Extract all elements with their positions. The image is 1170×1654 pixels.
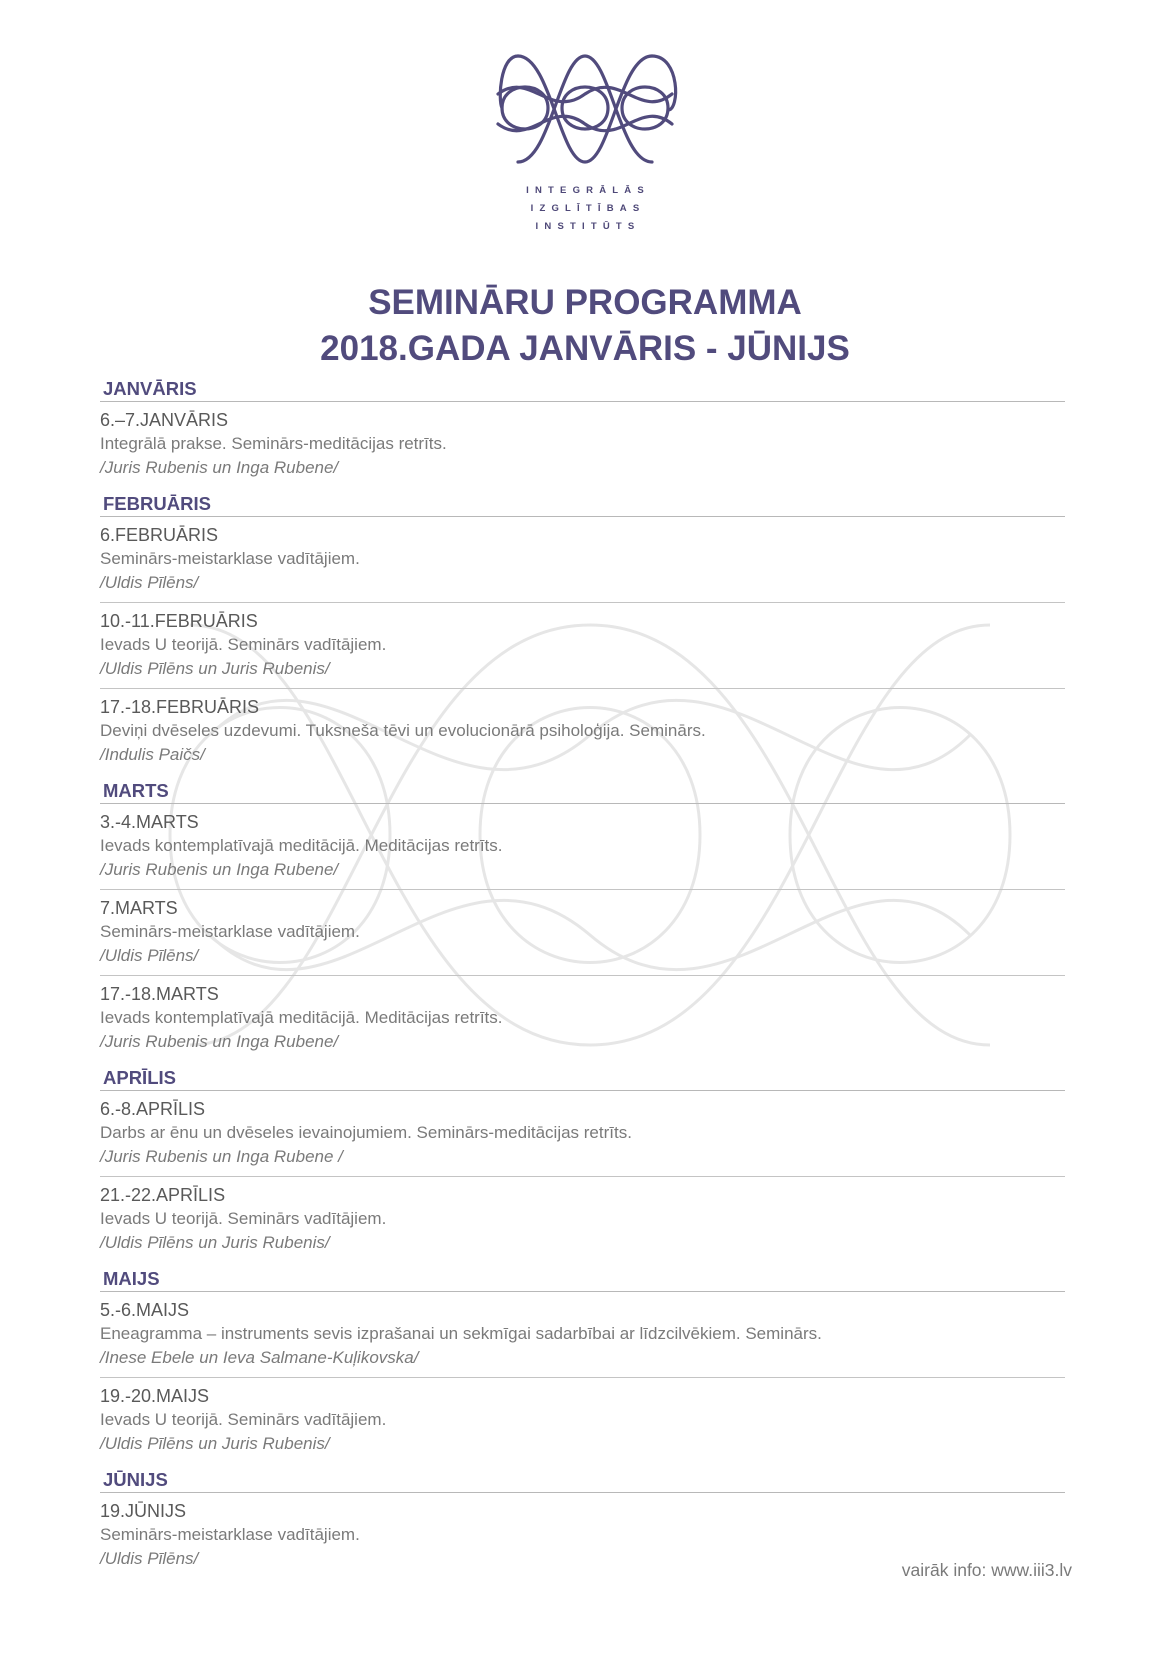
institute-name-line: IZGLĪTĪBAS xyxy=(530,203,646,214)
seminar-entry xyxy=(100,1177,1065,1262)
seminar-presenters: /Juris Rubenis un Inga Rubene/ xyxy=(100,458,339,477)
seminar-presenters: /Uldis Pīlēns un Juris Rubenis/ xyxy=(100,1434,330,1453)
seminar-presenters: /Juris Rubenis un Inga Rubene/ xyxy=(100,860,339,879)
seminar-entry xyxy=(100,804,1065,890)
seminar-presenters: /Uldis Pīlēns/ xyxy=(100,946,199,965)
seminar-presenters: /Uldis Pīlēns/ xyxy=(100,1549,199,1568)
seminar-description: Ievads U teorijā. Seminārs vadītājiem. xyxy=(100,1209,387,1228)
seminar-entry xyxy=(100,976,1065,1061)
seminar-schedule xyxy=(100,378,1065,1578)
seminar-description: Ievads kontemplatīvajā meditācijā. Meditācijas retrīts. xyxy=(100,836,503,855)
seminar-date: 19.-20.MAIJS xyxy=(100,1386,210,1406)
institute-name-line: INSTITŪTS xyxy=(535,221,641,232)
seminar-date: 6.–7.JANVĀRIS xyxy=(100,410,229,430)
seminar-entry xyxy=(100,1091,1065,1177)
seminar-entry xyxy=(100,1292,1065,1378)
month-heading: JŪNIJS xyxy=(100,1469,1065,1493)
seminar-date: 6.FEBRUĀRIS xyxy=(100,525,219,545)
seminar-entry xyxy=(100,689,1065,774)
seminar-presenters: /Juris Rubenis un Inga Rubene / xyxy=(100,1147,343,1166)
institute-name xyxy=(0,182,1170,236)
seminar-description: Seminārs-meistarklase vadītājiem. xyxy=(100,549,360,568)
seminar-entry xyxy=(100,890,1065,976)
seminar-description: Eneagramma – instruments sevis izprašanai un sekmīgai sadarbībai ar līdzcilvēkiem. Seminārs. xyxy=(100,1324,822,1343)
seminar-date: 5.-6.MAIJS xyxy=(100,1300,190,1320)
seminar-date: 17.-18.MARTS xyxy=(100,984,219,1004)
page-title xyxy=(0,280,1170,372)
seminar-date: 6.-8.APRĪLIS xyxy=(100,1099,206,1119)
seminar-date: 7.MARTS xyxy=(100,898,178,918)
seminar-description: Seminārs-meistarklase vadītājiem. xyxy=(100,1525,360,1544)
seminar-description: Deviņi dvēseles uzdevumi. Tuksneša tēvi un evolucionārā psiholoģija. Seminārs. xyxy=(100,721,706,740)
seminar-presenters: /Juris Rubenis un Inga Rubene/ xyxy=(100,1032,339,1051)
footer-label: vairāk info: xyxy=(901,1560,987,1580)
seminar-description: Ievads U teorijā. Seminārs vadītājiem. xyxy=(100,635,387,654)
month-heading: APRĪLIS xyxy=(100,1067,1065,1091)
seminar-presenters: /Uldis Pīlēns un Juris Rubenis/ xyxy=(100,1233,330,1252)
seminar-description: Integrālā prakse. Seminārs-meditācijas retrīts. xyxy=(100,434,447,453)
month-heading: MAIJS xyxy=(100,1268,1065,1292)
page-title-line-2: 2018.GADA JANVĀRIS - JŪNIJS xyxy=(320,329,850,368)
month-heading: MARTS xyxy=(100,780,1065,804)
seminar-date: 10.-11.FEBRUĀRIS xyxy=(100,611,258,631)
seminar-date: 17.-18.FEBRUĀRIS xyxy=(100,697,260,717)
seminar-description: Ievads U teorijā. Seminārs vadītājiem. xyxy=(100,1410,387,1429)
institute-name-line: INTEGRĀLĀS xyxy=(526,185,650,196)
seminar-presenters: /Uldis Pīlēns/ xyxy=(100,573,199,592)
page-title-line-1: SEMINĀRU PROGRAMMA xyxy=(368,283,802,322)
seminar-entry xyxy=(100,603,1065,689)
footer-info xyxy=(902,1560,1072,1581)
seminar-description: Ievads kontemplatīvajā meditācijā. Meditācijas retrīts. xyxy=(100,1008,503,1027)
month-heading: FEBRUĀRIS xyxy=(100,493,1065,517)
seminar-entry xyxy=(100,402,1065,487)
seminar-presenters: /Uldis Pīlēns un Juris Rubenis/ xyxy=(100,659,330,678)
seminar-entry xyxy=(100,517,1065,603)
month-heading: JANVĀRIS xyxy=(100,378,1065,402)
seminar-entry xyxy=(100,1378,1065,1463)
seminar-date: 3.-4.MARTS xyxy=(100,812,199,832)
seminar-description: Seminārs-meistarklase vadītājiem. xyxy=(100,922,360,941)
seminar-date: 21.-22.APRĪLIS xyxy=(100,1185,226,1205)
seminar-presenters: /Inese Ebele un Ieva Salmane-Kuļikovska/ xyxy=(100,1348,419,1367)
seminar-presenters: /Indulis Paičs/ xyxy=(100,745,205,764)
website-link[interactable]: www.iii3.lv xyxy=(991,1560,1072,1580)
seminar-description: Darbs ar ēnu un dvēseles ievainojumiem. Seminārs-meditācijas retrīts. xyxy=(100,1123,632,1142)
institute-logo-icon xyxy=(490,50,680,170)
seminar-date: 19.JŪNIJS xyxy=(100,1501,187,1521)
